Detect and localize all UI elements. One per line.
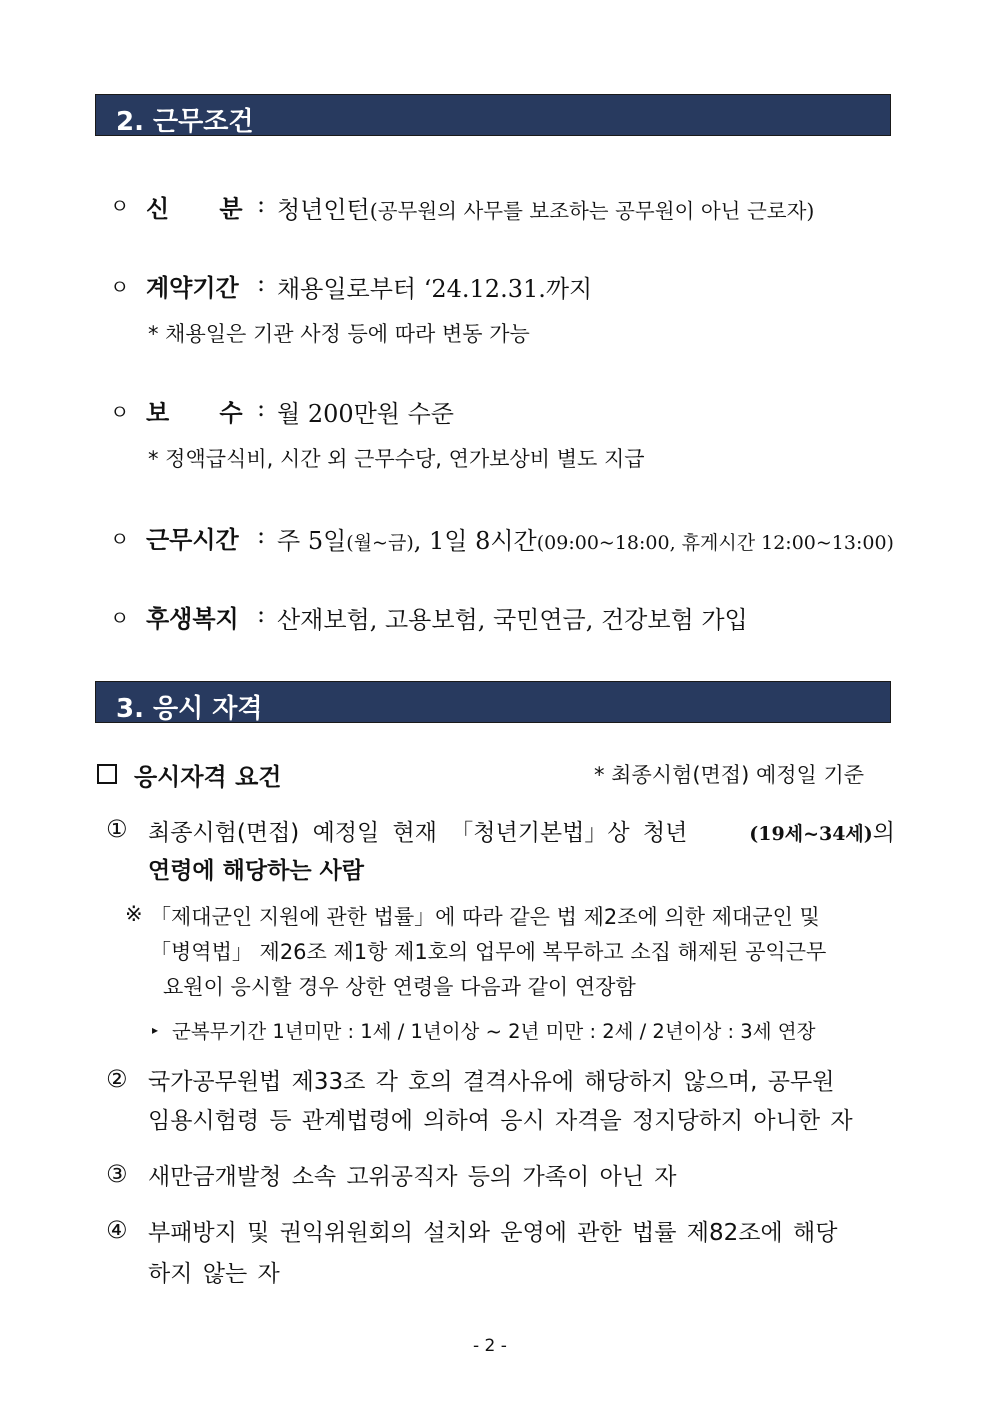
military-sub-note: 군복무기간 1년미만 : 1세 / 1년이상 ~ 2년 미만 : 2세 / 2년이상 : 3세 연장: [172, 1020, 816, 1043]
hours-label: 근무시간: [146, 526, 239, 554]
bullet-mark: ㅇ: [110, 275, 130, 299]
military-note-line-3: 요원이 응시할 경우 상한 연령을 다음과 같이 연장함: [163, 975, 636, 999]
section-3-title: 3. 응시 자격: [116, 694, 263, 724]
hours-value: [277, 521, 894, 556]
item-2-line-2: 임용시험령 등 관계법령에 의하여 응시 자격을 정지당하지 아니한 자: [148, 1108, 853, 1134]
hours-daily: , 1일 8시간: [413, 527, 537, 555]
status-main: 청년인턴: [277, 196, 370, 224]
item-3-mark: ③: [106, 1160, 128, 1188]
contract-note: * 채용일은 기관 사정 등에 따라 변동 가능: [148, 322, 530, 346]
welfare-sep: :: [257, 600, 266, 628]
bullet-mark: ㅇ: [110, 194, 130, 218]
bullet-mark: ㅇ: [110, 606, 130, 630]
section-2-header: [95, 94, 891, 136]
contract-label: 계약기간: [146, 274, 239, 302]
item-2-mark: ②: [106, 1065, 128, 1093]
section-2-title: 2. 근무조건: [116, 107, 254, 137]
contract-sep: :: [257, 269, 266, 297]
hours-weekdays: (월~금): [346, 532, 414, 554]
item-4-line-1: 부패방지 및 권익위원회의 설치와 운영에 관한 법률 제82조에 해당: [148, 1220, 838, 1246]
checkbox-square-icon: [97, 764, 117, 784]
item-3-line-1: 새만금개발청 소속 고위공직자 등의 가족이 아닌 자: [148, 1164, 677, 1190]
item-1-age: (19세~34세): [749, 823, 873, 845]
military-note-line-2: 「병역법」 제26조 제1항 제1호의 업무에 복무하고 소집 해제된 공익근무: [150, 940, 827, 964]
status-label: 신 분: [146, 195, 243, 223]
item-1-line-1: [148, 814, 895, 847]
contract-value: 채용일로부터 ‘24.12.31.까지: [277, 275, 593, 303]
item-2-line-1: 국가공무원법 제33조 각 호의 결격사유에 해당하지 않으며, 공무원: [148, 1069, 835, 1095]
welfare-label: 후생복지: [146, 605, 239, 633]
bullet-mark: ㅇ: [110, 527, 130, 551]
status-value: [277, 190, 814, 225]
status-sep: :: [257, 190, 266, 218]
reference-mark: ※: [125, 902, 143, 926]
status-row: [110, 190, 129, 219]
hours-days: 주 5일: [277, 527, 347, 555]
requirements-title: 응시자격 요건: [134, 763, 282, 791]
military-note-text-1: 「제대군인 지원에 관한 법률」에 따라 같은 법 제2조에 의한 제대군인 및: [150, 905, 820, 929]
section-3-header: [95, 681, 891, 723]
page-number: - 2 -: [473, 1336, 507, 1356]
triangle-bullet-icon: ▸: [152, 1023, 159, 1037]
item-1-text: 최종시험(면접) 예정일 현재 「청년기본법」상 청년: [148, 820, 688, 846]
pay-label: 보 수: [146, 399, 243, 427]
welfare-value: 산재보험, 고용보험, 국민연금, 건강보험 가입: [277, 606, 748, 634]
military-note-line-1: [150, 901, 895, 931]
pay-note: * 정액급식비, 시간 외 근무수당, 연가보상비 별도 지급: [148, 447, 645, 471]
item-4-mark: ④: [106, 1216, 128, 1244]
status-detail: (공무원의 사무를 보조하는 공무원이 아닌 근로자): [369, 199, 815, 223]
pay-value: 월 200만원 수준: [277, 400, 454, 428]
hours-sep: :: [257, 521, 266, 549]
requirements-note: * 최종시험(면접) 예정일 기준: [594, 763, 865, 787]
hours-detail: (09:00~18:00, 휴게시간 12:00~13:00): [536, 532, 894, 554]
item-1-line-2: 연령에 해당하는 사람: [148, 858, 364, 884]
item-4-line-2: 하지 않는 자: [148, 1261, 280, 1287]
item-1-end: 의: [872, 820, 895, 846]
bullet-mark: ㅇ: [110, 400, 130, 424]
pay-sep: :: [257, 394, 266, 422]
item-1-mark: ①: [106, 815, 128, 843]
